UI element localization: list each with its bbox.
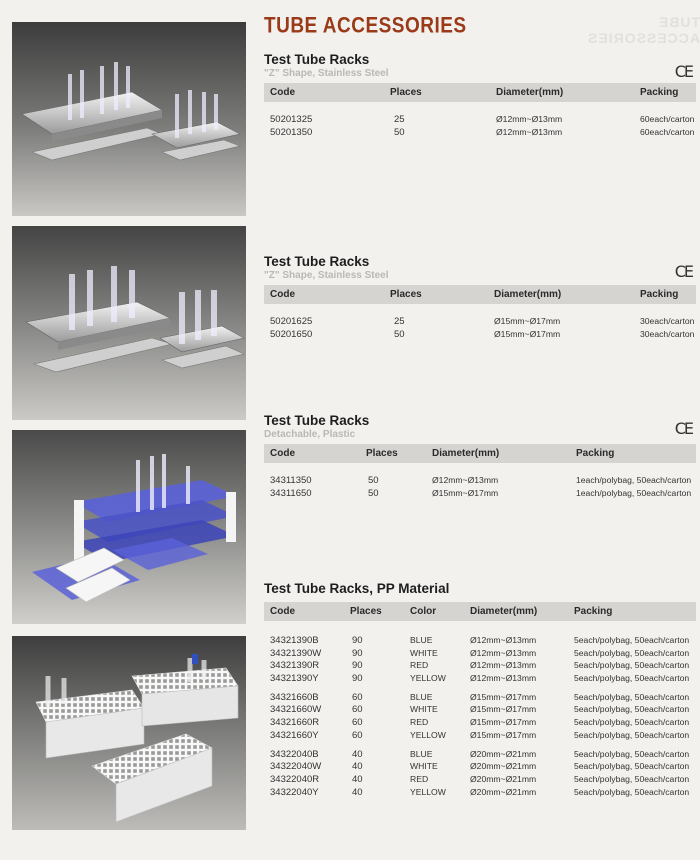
col-color: Color	[410, 606, 437, 617]
product-photo-pp-racks	[12, 636, 246, 830]
col-packing: Packing	[640, 87, 679, 98]
col-places: Places	[390, 289, 422, 300]
col-diameter: Diameter(mm)	[494, 289, 562, 300]
table-row: 34322040B 40 BLUE Ø20mm~Ø21mm 5each/polybag, 50each/carton	[270, 748, 690, 760]
col-places: Places	[390, 87, 422, 98]
section-steel-rack-small	[264, 52, 696, 139]
col-packing: Packing	[640, 289, 679, 300]
col-code: Code	[270, 289, 295, 300]
section-title: Test Tube Racks	[264, 413, 370, 428]
section-pp-racks	[264, 581, 696, 799]
table-row: 34321390Y 90 YELLOW Ø12mm~Ø13mm 5each/polybag, 50each/carton	[270, 673, 690, 685]
col-code: Code	[270, 448, 295, 459]
ce-mark: CE	[674, 419, 692, 438]
section-title: Test Tube Racks, PP Material	[264, 581, 450, 596]
page-title: TUBE ACCESSORIES	[264, 14, 467, 39]
table-row: 34311650 50 Ø15mm~Ø17mm 1each/polybag, 50each/carton	[270, 487, 692, 499]
col-diameter: Diameter(mm)	[470, 606, 538, 617]
table-row: 50201650 50 Ø15mm~Ø17mm 30each/carton	[270, 328, 695, 340]
section-detachable-rack	[264, 413, 696, 500]
col-packing: Packing	[574, 606, 613, 617]
col-places: Places	[366, 448, 398, 459]
product-photo-steel-rack-large	[12, 226, 246, 420]
ce-mark: CE	[674, 62, 692, 81]
section-subtitle: "Z" Shape, Stainless Steel	[264, 270, 389, 281]
col-code: Code	[270, 87, 295, 98]
table-header	[264, 444, 696, 463]
table-row: 34321660R 60 RED Ø15mm~Ø17mm 5each/polybag, 50each/carton	[270, 717, 690, 729]
table-row: 34322040Y 40 YELLOW Ø20mm~Ø21mm 5each/polybag, 50each/carton	[270, 786, 690, 798]
table-header	[264, 83, 696, 102]
product-photo-steel-rack-small	[12, 22, 246, 216]
col-diameter: Diameter(mm)	[432, 448, 500, 459]
table-row: 34311350 50 Ø12mm~Ø13mm 1each/polybag, 50each/carton	[270, 475, 692, 486]
table-row: 50201625 25 Ø15mm~Ø17mm 30each/carton	[270, 316, 695, 327]
table-row: 34321660Y 60 YELLOW Ø15mm~Ø17mm 5each/polybag, 50each/carton	[270, 729, 690, 741]
table-row: 50201325 25 Ø12mm~Ø13mm 60each/carton	[270, 114, 695, 125]
col-diameter: Diameter(mm)	[496, 87, 564, 98]
col-code: Code	[270, 606, 295, 617]
table-header	[264, 602, 696, 621]
table-header	[264, 285, 696, 304]
table-row: 34322040R 40 RED Ø20mm~Ø21mm 5each/polybag, 50each/carton	[270, 773, 690, 785]
table-row: 34321660W 60 WHITE Ø15mm~Ø17mm 5each/polybag, 50each/carton	[270, 704, 690, 716]
ghost-title: TUBE ACCESSORIES	[587, 14, 700, 46]
section-steel-rack-large	[264, 254, 696, 341]
pp-table-body	[264, 621, 696, 799]
table-row: 34322040W 40 WHITE Ø20mm~Ø21mm 5each/polybag, 50each/carton	[270, 761, 690, 773]
table-row: 34321390R 90 RED Ø12mm~Ø13mm 5each/polybag, 50each/carton	[270, 660, 690, 672]
product-photo-detachable-rack	[12, 430, 246, 624]
section-subtitle: "Z" Shape, Stainless Steel	[264, 68, 389, 79]
col-places: Places	[350, 606, 382, 617]
table-row: 34321390B 90 BLUE Ø12mm~Ø13mm 5each/polybag, 50each/carton	[270, 635, 690, 646]
section-title: Test Tube Racks	[264, 254, 370, 269]
section-title: Test Tube Racks	[264, 52, 370, 67]
section-subtitle: Detachable, Plastic	[264, 429, 356, 440]
table-row: 50201350 50 Ø12mm~Ø13mm 60each/carton	[270, 126, 695, 138]
table-row: 34321660B 60 BLUE Ø15mm~Ø17mm 5each/polybag, 50each/carton	[270, 691, 690, 703]
ce-mark: CE	[674, 262, 692, 281]
col-packing: Packing	[576, 448, 615, 459]
table-row: 34321390W 90 WHITE Ø12mm~Ø13mm 5each/polybag, 50each/carton	[270, 647, 690, 659]
